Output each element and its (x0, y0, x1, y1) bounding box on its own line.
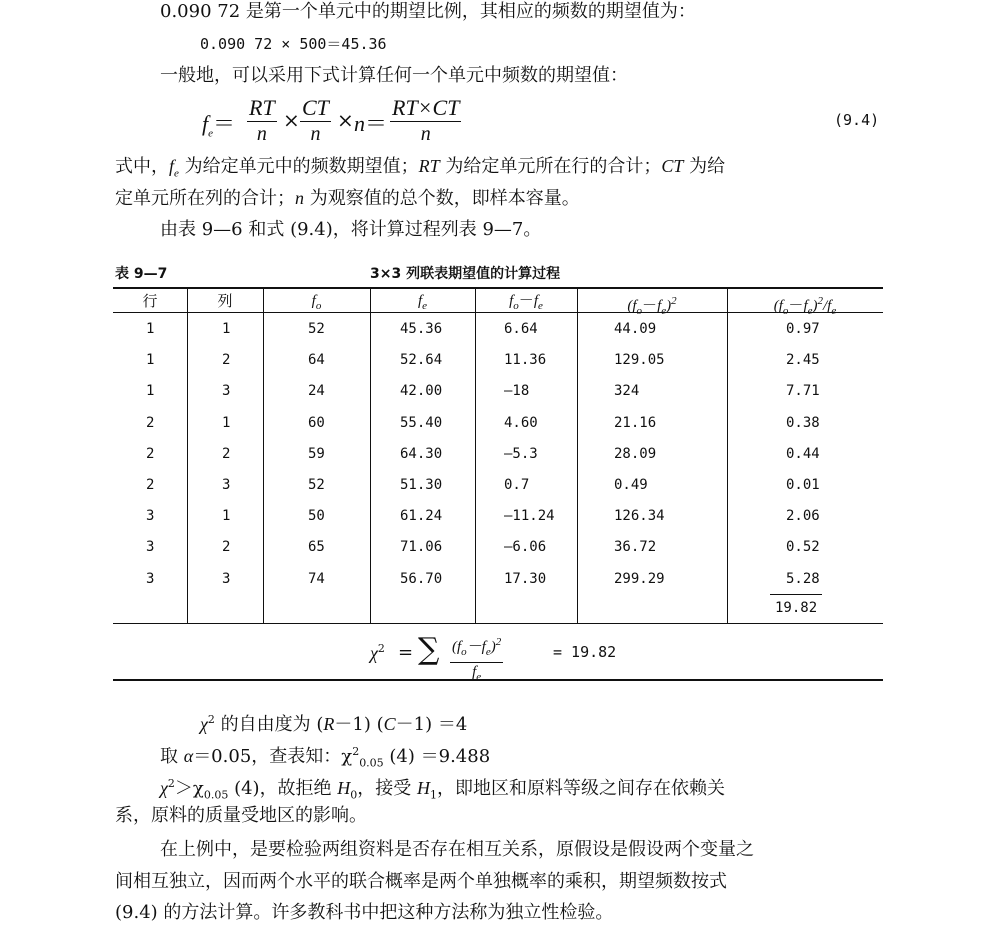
table-caption: 3×3 列联表期望值的计算过程 (370, 266, 561, 282)
cell-diff: 11.36 (504, 352, 547, 369)
cell-row: 3 (146, 539, 155, 556)
cell-ratio: 2.06 (786, 508, 820, 525)
cell-sqdiff: 28.09 (614, 445, 657, 462)
sum-icon: ∑ (418, 632, 440, 667)
cell-fe: 71.06 (400, 539, 443, 556)
cell-fo: 52 (308, 321, 325, 337)
formula-times-2: × (337, 108, 354, 132)
formula-frac-rt: $\frac{RT}{n}$ (249, 95, 275, 145)
cell-col: 1 (222, 508, 231, 525)
chi-result: = 19.82 (553, 643, 617, 661)
header-row: 行 (142, 292, 158, 310)
cell-row: 2 (146, 414, 155, 431)
cell-sqdiff: 126.34 (614, 508, 665, 525)
header-fo-minus-fe: $f_o-f_e$ (509, 293, 543, 312)
cell-fe: 64.30 (400, 445, 443, 462)
cell-col: 3 (222, 477, 231, 493)
cell-fo: 64 (308, 352, 325, 369)
cell-diff: —5.3 (504, 445, 538, 462)
paragraph-line-1: 在上例中，是要检验两组资料是否存在相互关系，原假设是假设两个变量之 (160, 839, 754, 860)
formula-n: n＝ (354, 111, 388, 136)
cell-sqdiff: 21.16 (614, 414, 657, 431)
cell-ratio: 0.44 (786, 445, 820, 462)
cell-diff: —6.06 (504, 539, 547, 556)
header-fe: $f_e$ (417, 293, 428, 312)
cell-fe: 52.64 (400, 352, 443, 369)
cell-fe: 56.70 (400, 570, 443, 587)
cell-col: 2 (222, 445, 231, 462)
explain-line-1: 式中，$f_e$ 为给定单元中的频数期望值；RT 为给定单元所在行的合计；CT 为给 (115, 156, 726, 180)
cell-col: 1 (222, 414, 231, 431)
explain-line-2: 定单元所在列的合计；n 为观察值的总个数，即样本容量。 (115, 188, 580, 209)
header-ratio: $(f_o-f_e)^2/f_e$ (773, 295, 837, 317)
formula-frac-ct: $\frac{CT}{n}$ (302, 95, 329, 145)
cell-fe: 42.00 (400, 383, 443, 400)
formula-times-1: × (283, 108, 300, 132)
cell-col: 3 (222, 383, 231, 400)
cell-col: 3 (222, 570, 231, 587)
cell-sqdiff: 324 (614, 383, 640, 400)
formula-lhs: $f_e=$ (202, 111, 236, 140)
alpha-line: 取 α＝0.05，查表知：$\chi^2_{0.05}$ (4) ＝9.488 (160, 745, 491, 770)
cell-diff: 0.7 (504, 477, 530, 493)
cell-sqdiff: 44.09 (614, 321, 657, 337)
header-col: 列 (217, 292, 233, 310)
intro-calculation: 0.090 72 × 500＝45.36 (200, 35, 387, 53)
table-col-divider (187, 289, 188, 623)
cell-fe: 55.40 (400, 414, 443, 431)
cell-diff: —18 (504, 383, 530, 400)
table-col-divider (475, 289, 476, 623)
cell-fo: 65 (308, 539, 325, 556)
formula-frac-rtct: $\frac{RT\times CT}{n}$ (392, 95, 460, 145)
cell-sqdiff: 129.05 (614, 352, 665, 369)
cell-row: 2 (146, 477, 155, 493)
intro-line-2: 一般地，可以采用下式计算任何一个单元中频数的期望值： (160, 65, 628, 86)
table-col-divider (727, 289, 728, 623)
cell-col: 2 (222, 352, 231, 369)
cell-ratio: 2.45 (786, 352, 820, 369)
intro-line-1: 0.090 72 是第一个单元中的期望比例，其相应的频数的期望值为： (160, 1, 696, 22)
cell-sqdiff: 299.29 (614, 570, 665, 587)
cell-ratio: 0.01 (786, 477, 820, 493)
paragraph-line-3: (9.4) 的方法计算。许多教科书中把这种方法称为独立性检验。 (115, 902, 614, 923)
table-col-divider (370, 289, 371, 623)
cell-row: 3 (146, 508, 155, 525)
cell-fo: 50 (308, 508, 325, 525)
formula-number: (9.4) (834, 111, 880, 129)
cell-row: 1 (146, 383, 155, 400)
cell-ratio: 7.71 (786, 383, 820, 400)
cell-sqdiff: 0.49 (614, 477, 648, 493)
cell-diff: —11.24 (504, 508, 555, 525)
cell-diff: 17.30 (504, 570, 547, 587)
table-col-divider (263, 289, 264, 623)
cell-row: 3 (146, 570, 155, 587)
chi-fraction: $\frac{(f_o-f_e)^2}{f_e}$ (450, 632, 503, 686)
cell-fo: 24 (308, 383, 325, 400)
dof-line: $\chi^2$ 的自由度为 (R－1) (C－1) ＝4 (200, 713, 468, 735)
cell-fe: 51.30 (400, 477, 443, 493)
paragraph-line-2: 间相互独立，因而两个水平的联合概率是两个单独概率的乘积，期望频数按式 (115, 871, 727, 892)
table-col-divider (577, 289, 578, 623)
cell-fo: 59 (308, 445, 325, 462)
cell-diff: 6.64 (504, 321, 538, 337)
table-label: 表 9—7 (115, 266, 168, 282)
cell-fe: 45.36 (400, 321, 443, 337)
cell-diff: 4.60 (504, 414, 538, 431)
header-fo: $f_o$ (311, 293, 322, 312)
cell-row: 2 (146, 445, 155, 462)
table-top-rule (113, 287, 883, 289)
table-body-rule (113, 623, 883, 624)
cell-fo: 60 (308, 414, 325, 431)
cell-row: 1 (146, 321, 155, 337)
reject-line-1: $\chi^2>\chi_{0.05}$ (4)，故拒绝 $H_0$，接受 $H_1$，即地区和原料等级之间存在依赖关 (160, 777, 726, 802)
chi-eq: = (398, 642, 414, 663)
cell-sqdiff: 36.72 (614, 539, 657, 556)
cell-row: 1 (146, 352, 155, 369)
header-squared-diff: $(f_o-f_e)^2$ (627, 295, 677, 317)
cell-fo: 74 (308, 570, 325, 587)
cell-col: 1 (222, 321, 231, 337)
cell-fe: 61.24 (400, 508, 443, 525)
reject-line-2: 系，原料的质量受地区的影响。 (115, 805, 367, 826)
explain-line-3: 由表 9—6 和式 (9.4)，将计算过程列表 9—7。 (160, 219, 542, 240)
table-total: 19.82 (775, 600, 818, 616)
cell-ratio: 0.52 (786, 539, 820, 556)
chi-symbol: $\chi^2$ (370, 642, 385, 663)
cell-fo: 52 (308, 477, 325, 493)
cell-col: 2 (222, 539, 231, 556)
cell-ratio: 0.97 (786, 321, 820, 337)
cell-ratio: 0.38 (786, 414, 820, 431)
total-underline (770, 594, 822, 595)
cell-ratio: 5.28 (786, 570, 820, 587)
